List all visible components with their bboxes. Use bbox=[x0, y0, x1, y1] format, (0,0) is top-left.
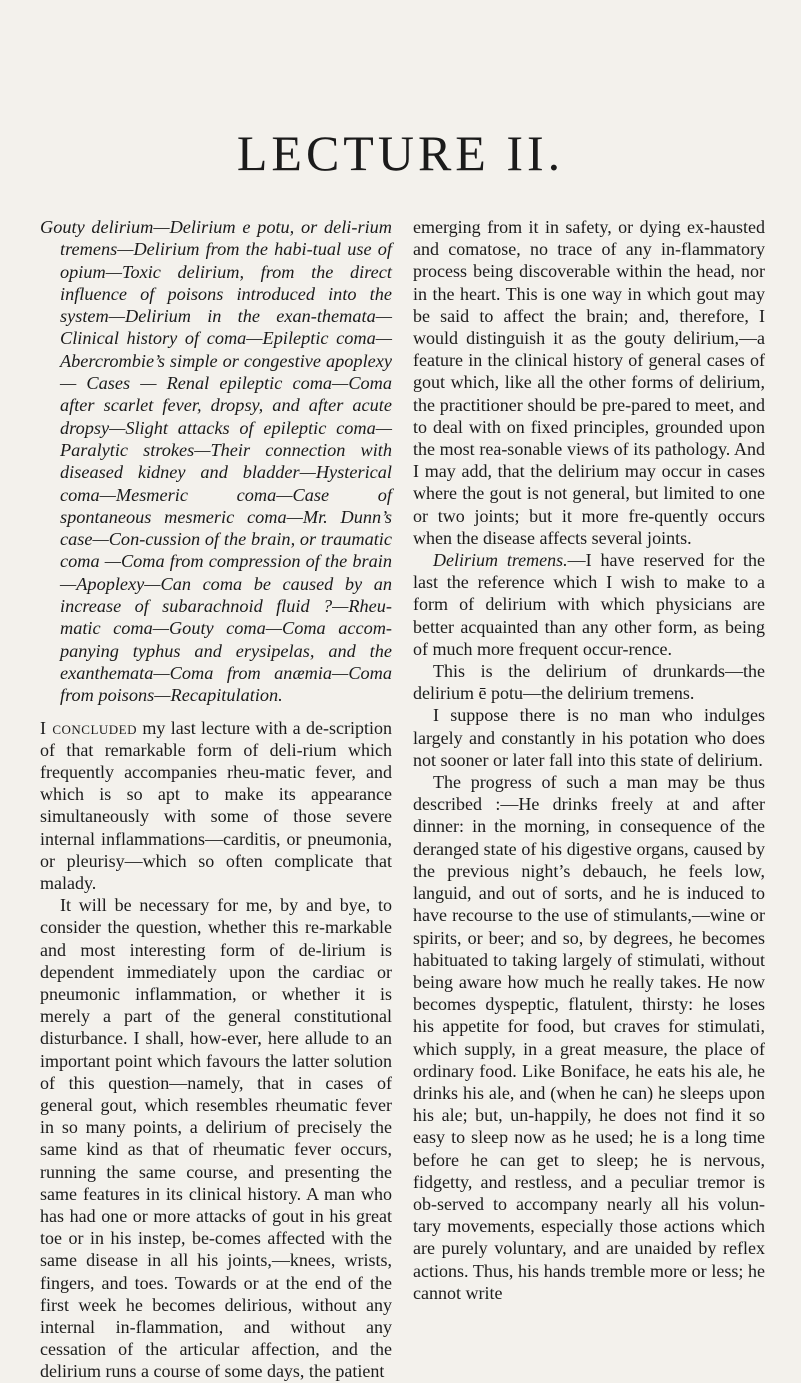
body-paragraph-drunkards: This is the delirium of drunkards—the delirium ē potu—the delirium tremens. bbox=[413, 661, 765, 704]
body-paragraph-1 bbox=[40, 717, 392, 895]
opening-small-caps: I concluded bbox=[40, 717, 138, 738]
section-heading-delirium-tremens: Delirium tremens. bbox=[433, 550, 568, 571]
body-paragraph-progress: The progress of such a man may be thus described :—He drinks freely at and after dinner: in the morning, in consequence of the deranged state of his digestive organs, caused by the previous night’s debauch, he feels low, languid, and out of sorts, and he is induced to have recourse to the use of stimulants,—wine or spirits, or beer; and so, by degrees, he becomes habituated to taking largely of stimulati, without being aware how much he really takes. He now becomes dyspeptic, flatulent, thirsty: he loses his appetite for food, but craves for stimulati, which supply, in a great measure, the place of ordinary food. Like Boniface, he eats his ale, he drinks his ale, and (when he can) he sleeps upon his ale; but, un-happily, he does not find it so easy to sleep now as he used; he is a long time before he can get to sleep; he is nervous, fidgetty, and restless, and a peculiar tremor is ob-served to accompany nearly all his volun-tary movements, especially those actions which are purely voluntary, and are unaided by reflex actions. Thus, his hands tremble more or less; he cannot write bbox=[413, 772, 765, 1303]
body-paragraph-indulges: I suppose there is no man who indulges largely and constantly in his potation who does not sooner or later fall into this state of delirium. bbox=[413, 705, 765, 770]
delirium-tremens-paragraph bbox=[413, 549, 765, 660]
right-column bbox=[413, 216, 765, 1304]
body-paragraph-continued: emerging from it in safety, or dying ex-hausted and comatose, no trace of any in-flammatory process being discoverable within the head, nor in the heart. This is one way in which gout may be said to affect the brain; and, therefore, I would distinguish it as the gouty delirium,—a feature in the clinical history of general cases of gout which, like all the other forms of delirium, the practitioner should be pre-pared to meet, and to deal with on fixed principles, grounded upon the most rea-sonable views of its pathology. And I may add, that the delirium may occur in cases where the gout is not general, but limited to one or two joints; but it more fre-quently occurs when the disease affects several joints. bbox=[413, 217, 765, 548]
paragraph-1-text: my last lecture with a de-scription of that remarkable form of deli-rium which frequently accompanies rheu-matic fever, and which is so apt to make its appearance simultaneously with some of those severe internal inflammations—carditis, or pneumonia, or pleurisy—which so often complicate that malady. bbox=[40, 717, 392, 893]
left-column bbox=[40, 216, 392, 1383]
page-title: LECTURE II. bbox=[236, 125, 565, 181]
delirium-tremens-text: —I have reserved for the last the reference which I wish to make to a form of delirium with which physicians are better acquainted than any other form, as being of much more frequent occur-rence. bbox=[413, 550, 765, 659]
lecture-summary: Gouty delirium—Delirium e potu, or deli-rium tremens—Delirium from the habi-tual use of opium—Toxic delirium, from the direct influence of poisons introduced into the system—Delirium in the exan-themata—Clinical history of coma—Epileptic coma—Abercrombie’s simple or congestive apoplexy — Cases — Renal epileptic coma—Coma after scarlet fever, dropsy, and after acute dropsy—Slight attacks of epileptic coma—Paralytic strokes—Their connection with diseased kidney and bladder—Hysterical coma—Mesmeric coma—Case of spontaneous mesmeric coma—Mr. Dunn’s case—Con-cussion of the brain, or traumatic coma —Coma from compression of the brain—Apoplexy—Can coma be caused by an increase of subarachnoid fluid ?—Rheu-matic coma—Gouty coma—Coma accom-panying typhus and erysipelas, and the exanthemata—Coma from anæmia—Coma from poisons—Recapitulation. bbox=[40, 217, 392, 706]
body-paragraph-2: It will be necessary for me, by and bye, to consider the question, whether this re-markable and most interesting form of de-lirium is dependent immediately upon the cardiac or pneumonic inflammation, or whether it is merely a part of the general constitutional disturbance. I shall, how-ever, here allude to an important point which favours the latter solution of this question—namely, that in cases of general gout, which resembles rheumatic fever in so many points, a delirium of precisely the same kind as that of rheumatic fever occurs, running the same course, and presenting the same features in its clinical history. A man who has had one or more attacks of gout in his great toe or in his instep, be-comes affected with the same disease in all his joints,—knees, wrists, fingers, and toes. Towards or at the end of the first week he becomes delirious, without any internal in-flammation, and without any cessation of the articular affection, and the delirium runs a course of some days, the patient bbox=[40, 895, 392, 1382]
